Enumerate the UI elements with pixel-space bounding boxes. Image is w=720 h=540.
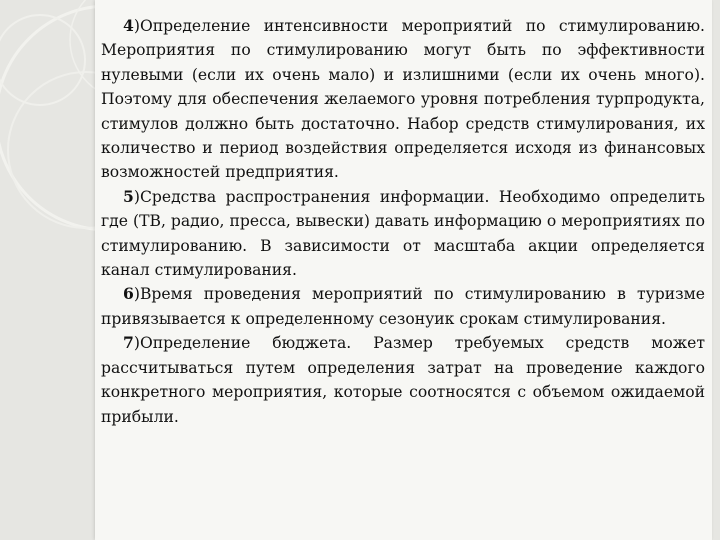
paragraph-text: )Средства распространения информации. Необходимо определить где (ТВ, радио, пресса, вывески) давать информацию о мероприятиях по стимулированию. В зависимости от масштаба акции определяется канал стимулирования. bbox=[101, 187, 705, 280]
paragraph-4 bbox=[101, 14, 705, 185]
paragraph-6 bbox=[101, 282, 705, 331]
document-body bbox=[101, 14, 705, 429]
paragraph-number: 5 bbox=[123, 186, 134, 206]
paragraph-number: 6 bbox=[123, 284, 134, 304]
paragraph-text: )Время проведения мероприятий по стимулированию в туризме привязывается к определенному сезонуик срокам стимулирования. bbox=[101, 285, 705, 328]
paragraph-text: )Определение интенсивности мероприятий по стимулированию. Мероприятия по стимулированию могут быть по эффективности нулевыми (если их очень мало) и излишними (если их очень много). Поэтому для обеспечения желаемого уровня потребления турпродукта, стимулов должно быть достаточно. Набор средств стимулирования, их количество и период воздействия определяется исходя из финансовых возможностей предприятия. bbox=[101, 17, 705, 182]
paragraph-number: 7 bbox=[123, 333, 134, 353]
paragraph-7 bbox=[101, 331, 705, 429]
paragraph-text: )Определение бюджета. Размер требуемых средств может рассчитываться путем определения затрат на проведение каждого конкретного мероприятия, которые соотносятся с объемом ожидаемой прибыли. bbox=[101, 334, 705, 426]
paragraph-number: 4 bbox=[123, 16, 134, 35]
document-page bbox=[95, 0, 712, 540]
paragraph-5 bbox=[101, 185, 705, 283]
